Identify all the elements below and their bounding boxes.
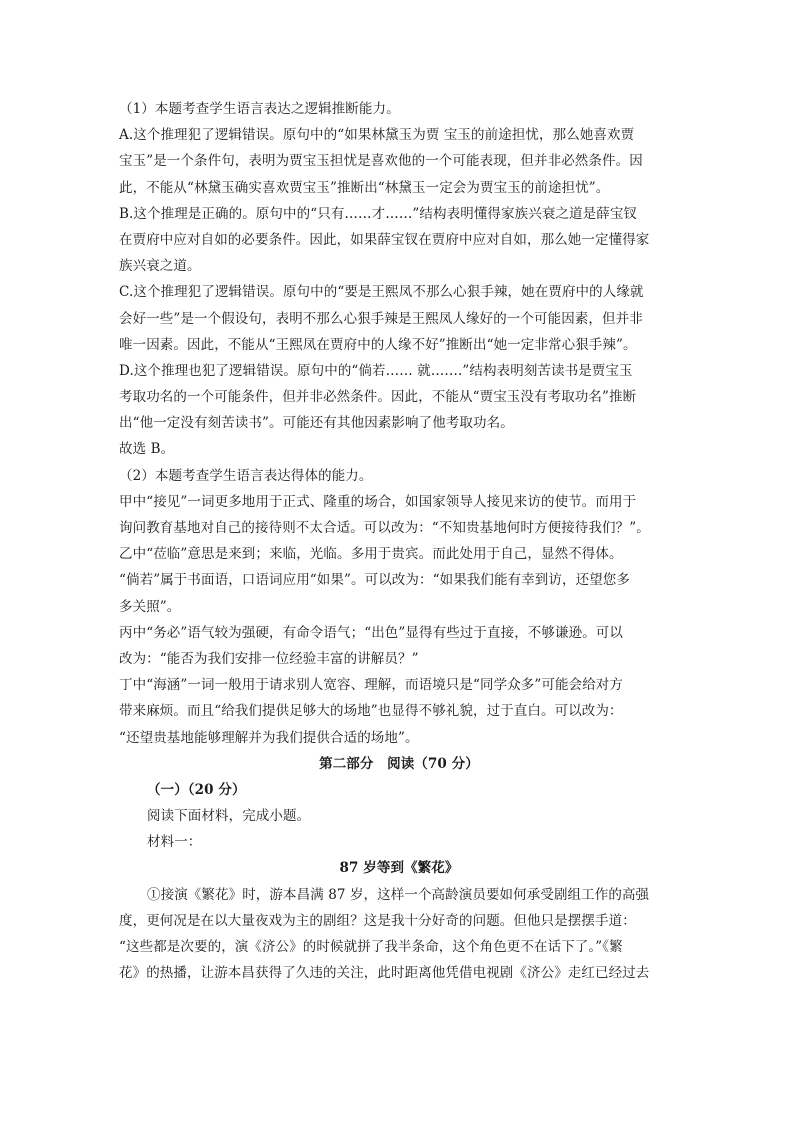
text-line: 在贾府中应对自如的必要条件。因此，如果薛宝钗在贾府中应对自如，那么她一定懂得家 [119,231,650,248]
answer-q1 [119,96,679,463]
text-line: 宝玉”是一个条件句，表明为贾宝玉担忧是喜欢他的一个可能表现，但并非必然条件。因 [119,153,643,170]
text-line: 乙中“莅临”意思是来到；来临，光临。多用于贵宾。而此处用于自己，显然不得体。 [119,546,623,563]
text-line: 甲中“接见”一词更多地用于正式、隆重的场合，如国家领导人接见来访的使节。而用于 [119,493,637,510]
reading-instruction: 阅读下面材料，完成小题。 [147,808,311,825]
article-title: 87 岁等到《繁花》 [339,860,459,877]
text-line: 出“他一定没有刻苦读书”。可能还有其他因素影响了他考取功名。 [119,415,514,432]
text-line: 此，不能从“林黛玉确实喜欢贾宝玉”推断出“林黛玉一定会为贾宝玉的前途担忧”。 [119,179,610,196]
text-line: 改为：“能否为我们安排一位经验丰富的讲解员？” [119,650,419,667]
text-line: A.这个推理犯了逻辑错误。原句中的“如果林黛玉为贾 宝玉的前途担忧，那么她喜欢贾 [119,127,635,144]
text-line: 会好一些”是一个假设句，表明不那么心狠手辣是王熙凤人缘好的一个可能因素，但并非 [119,310,643,327]
text-line: B.这个推理是正确的。原句中的“只有……才……”结构表明懂得家族兴衰之道是薛宝钗 [119,205,638,222]
text-line: C.这个推理犯了逻辑错误。原句中的“要是王熙凤不那么心狠手辣，她在贾府中的人缘就 [119,284,644,301]
section-heading: （一）（20 分） [147,781,246,798]
text-line: 多关照”。 [119,598,181,615]
article-body [119,882,679,987]
text-line: （1）本题考查学生语言表达之逻辑推断能力。 [119,101,400,117]
article-line: 度，更何况是在以大量夜戏为主的剧组？这是我十分好奇的问题。但他只是摆摆手道： [119,912,636,929]
part-heading: 第二部分 阅读（70 分） [319,755,479,772]
text-line: （2）本题考查学生语言表达得体的能力。 [119,467,373,484]
text-line: D.这个推理也犯了逻辑错误。原句中的“倘若…… 就.……”结构表明刻苦读书是贾宝玉 [119,362,633,379]
article-line: 花》的热播，让游本昌获得了久违的关注，此时距离他凭借电视剧《济公》走红已经过去 [119,965,650,982]
article-line: ①接演《繁花》时，游本昌满 87 岁，这样一个高龄演员要如何承受剧组工作的高强 [147,886,650,903]
text-line: 丁中“海涵”一词一般用于请求别人宽容、理解，而语境只是“同学众多”可能会给对方 [119,677,624,694]
text-line: 考取功名的一个可能条件，但并非必然条件。因此，不能从“贾宝玉没有考取功名”推断 [119,389,637,406]
page-content [119,96,679,986]
text-line: 唯一因素。因此，不能从“王熙凤在贾府中的人缘不好”推断出“她一定非常心狠手辣”。 [119,336,637,353]
article-line: “这些都是次要的，演《济公》的时候就拼了我半条命，这个角色更不在话下了。”《繁 [119,939,623,955]
answer-q2 [119,463,679,751]
text-line: 带来麻烦。而且“给我们提供足够大的场地”也显得不够礼貌，过于直白。可以改为： [119,703,623,720]
material-label: 材料一： [147,834,202,851]
text-line: 族兴衰之道。 [119,258,201,275]
text-line: “还望贵基地能够理解并为我们提供合适的场地”。 [119,729,419,746]
text-line: “倘若”属于书面语，口语词应用“如果”。可以改为：“如果我们能有幸到访，还望您多 [119,572,631,589]
text-line: 询问教育基地对自己的接待则不太合适。可以改为：“不知贵基地何时方便接待我们？”。 [119,520,650,536]
text-line: 丙中“务必”语气较为强硬，有命令语气；“出色”显得有些过于直接，不够谦逊。可以 [119,624,624,641]
text-line: 故选 B。 [119,441,175,458]
